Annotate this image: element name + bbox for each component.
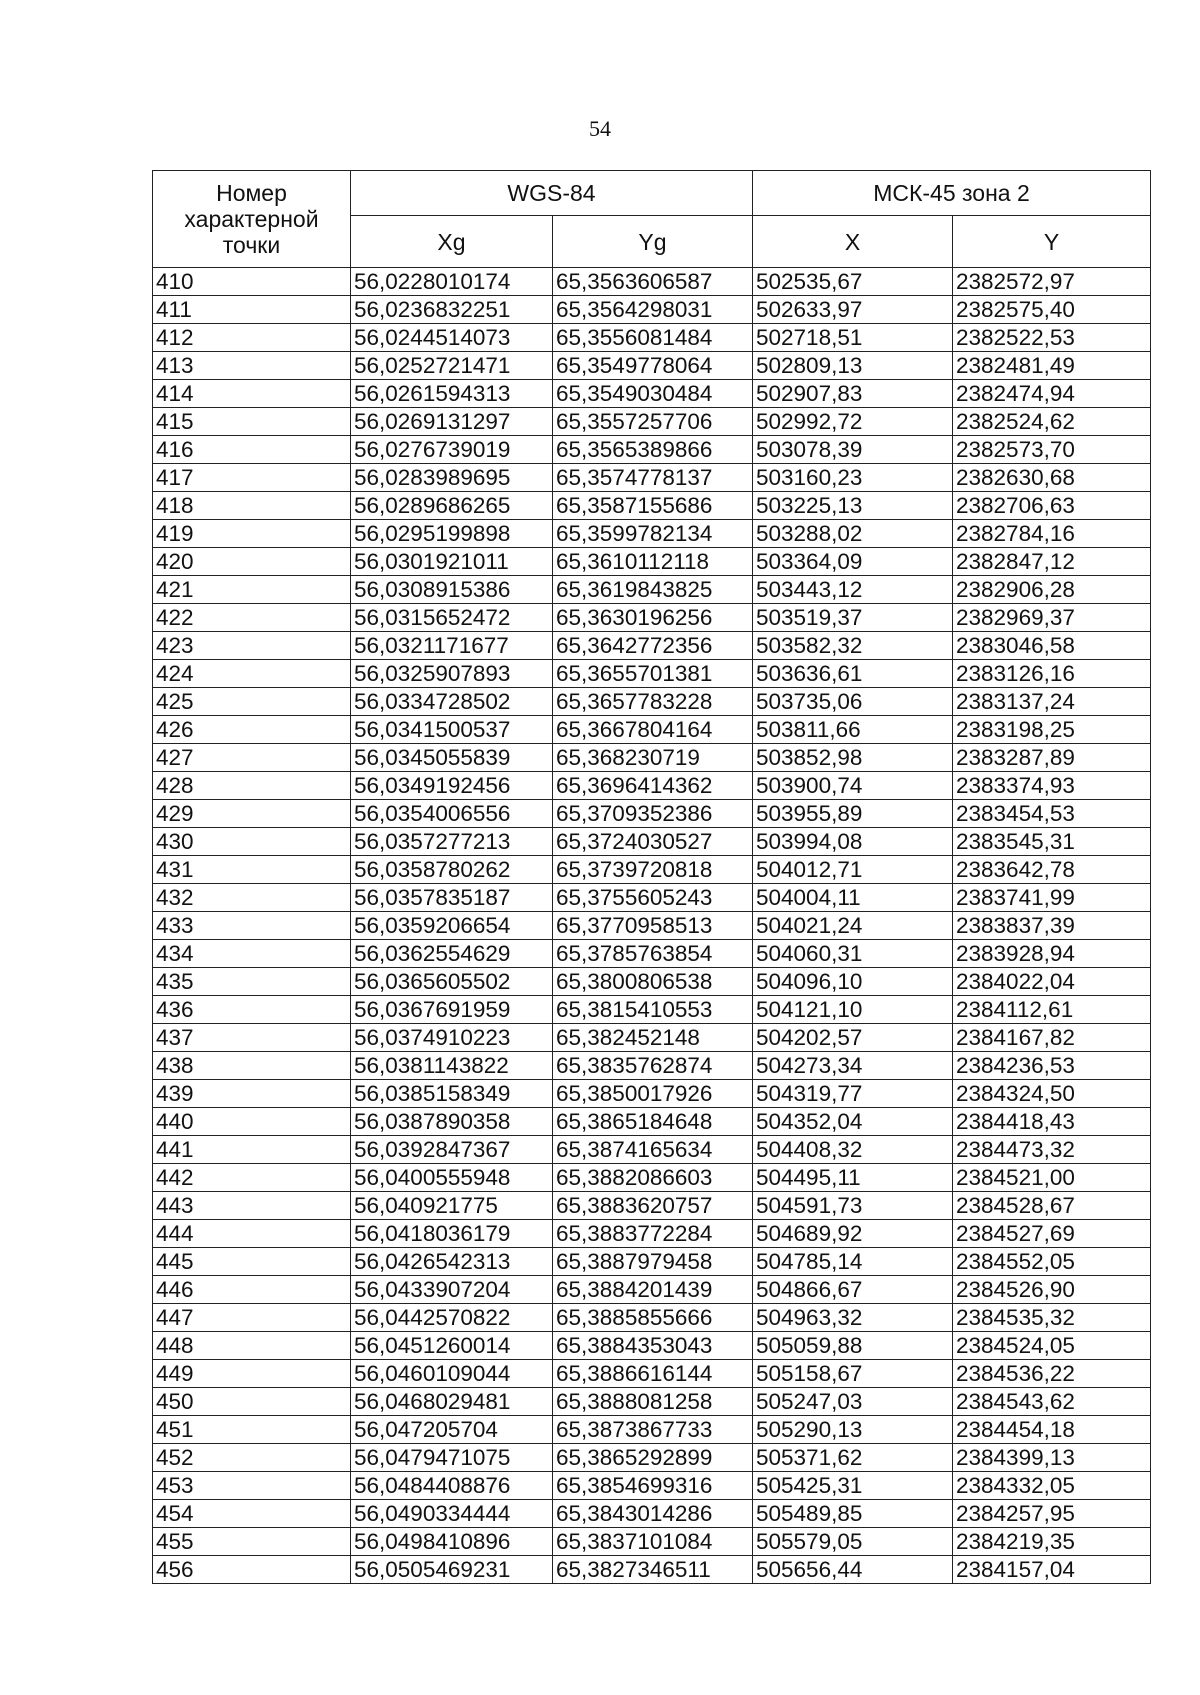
x-cell: 502907,83 bbox=[753, 380, 953, 408]
x-cell: 504202,57 bbox=[753, 1024, 953, 1052]
x-cell: 504963,32 bbox=[753, 1304, 953, 1332]
table-row bbox=[153, 688, 1151, 716]
x-cell: 504060,31 bbox=[753, 940, 953, 968]
yg-cell: 65,3873867733 bbox=[553, 1416, 753, 1444]
xg-cell: 56,0321171677 bbox=[351, 632, 553, 660]
point-number-cell: 426 bbox=[153, 716, 351, 744]
point-number-cell: 449 bbox=[153, 1360, 351, 1388]
xg-cell: 56,040921775 bbox=[351, 1192, 553, 1220]
yg-cell: 65,3755605243 bbox=[553, 884, 753, 912]
y-cell: 2383837,39 bbox=[953, 912, 1151, 940]
y-cell: 2384257,95 bbox=[953, 1500, 1151, 1528]
xg-cell: 56,0228010174 bbox=[351, 268, 553, 296]
table-row bbox=[153, 744, 1151, 772]
xg-cell: 56,0315652472 bbox=[351, 604, 553, 632]
yg-cell: 65,3887979458 bbox=[553, 1248, 753, 1276]
xg-cell: 56,0479471075 bbox=[351, 1444, 553, 1472]
x-cell: 504096,10 bbox=[753, 968, 953, 996]
x-cell: 505290,13 bbox=[753, 1416, 953, 1444]
table-row bbox=[153, 660, 1151, 688]
yg-cell: 65,3883772284 bbox=[553, 1220, 753, 1248]
xg-cell: 56,0349192456 bbox=[351, 772, 553, 800]
table-row bbox=[153, 1136, 1151, 1164]
coordinates-table bbox=[152, 170, 1151, 1584]
xg-cell: 56,047205704 bbox=[351, 1416, 553, 1444]
y-cell: 2383642,78 bbox=[953, 856, 1151, 884]
table-row bbox=[153, 324, 1151, 352]
table-row bbox=[153, 576, 1151, 604]
y-cell: 2383137,24 bbox=[953, 688, 1151, 716]
y-cell: 2383741,99 bbox=[953, 884, 1151, 912]
yg-cell: 65,3739720818 bbox=[553, 856, 753, 884]
yg-cell: 65,3800806538 bbox=[553, 968, 753, 996]
point-number-cell: 433 bbox=[153, 912, 351, 940]
point-number-cell: 422 bbox=[153, 604, 351, 632]
xg-cell: 56,0468029481 bbox=[351, 1388, 553, 1416]
table-row bbox=[153, 828, 1151, 856]
yg-cell: 65,3827346511 bbox=[553, 1556, 753, 1584]
yg-cell: 65,3837101084 bbox=[553, 1528, 753, 1556]
table-row bbox=[153, 1444, 1151, 1472]
point-number-cell: 442 bbox=[153, 1164, 351, 1192]
y-cell: 2382524,62 bbox=[953, 408, 1151, 436]
table-row bbox=[153, 1332, 1151, 1360]
xg-cell: 56,0442570822 bbox=[351, 1304, 553, 1332]
point-number-cell: 418 bbox=[153, 492, 351, 520]
xg-cell: 56,0359206654 bbox=[351, 912, 553, 940]
table-row bbox=[153, 1276, 1151, 1304]
yg-cell: 65,3888081258 bbox=[553, 1388, 753, 1416]
xg-cell: 56,0252721471 bbox=[351, 352, 553, 380]
y-cell: 2384022,04 bbox=[953, 968, 1151, 996]
x-cell: 503955,89 bbox=[753, 800, 953, 828]
y-cell: 2383046,58 bbox=[953, 632, 1151, 660]
x-cell: 504866,67 bbox=[753, 1276, 953, 1304]
yg-cell: 65,3785763854 bbox=[553, 940, 753, 968]
table-row bbox=[153, 268, 1151, 296]
x-cell: 503582,32 bbox=[753, 632, 953, 660]
x-cell: 504021,24 bbox=[753, 912, 953, 940]
xg-cell: 56,0301921011 bbox=[351, 548, 553, 576]
point-number-cell: 425 bbox=[153, 688, 351, 716]
point-number-cell: 410 bbox=[153, 268, 351, 296]
point-number-cell: 419 bbox=[153, 520, 351, 548]
y-cell: 2384167,82 bbox=[953, 1024, 1151, 1052]
yg-cell: 65,382452148 bbox=[553, 1024, 753, 1052]
x-cell: 504012,71 bbox=[753, 856, 953, 884]
y-cell: 2382706,63 bbox=[953, 492, 1151, 520]
point-number-cell: 452 bbox=[153, 1444, 351, 1472]
table-row bbox=[153, 548, 1151, 576]
x-cell: 503636,61 bbox=[753, 660, 953, 688]
point-number-cell: 414 bbox=[153, 380, 351, 408]
xg-cell: 56,0325907893 bbox=[351, 660, 553, 688]
xg-column-header: Xg bbox=[351, 216, 553, 268]
y-cell: 2384157,04 bbox=[953, 1556, 1151, 1584]
x-cell: 503735,06 bbox=[753, 688, 953, 716]
yg-cell: 65,368230719 bbox=[553, 744, 753, 772]
x-cell: 503225,13 bbox=[753, 492, 953, 520]
table-row bbox=[153, 1416, 1151, 1444]
xg-cell: 56,0295199898 bbox=[351, 520, 553, 548]
y-cell: 2384521,00 bbox=[953, 1164, 1151, 1192]
table-row bbox=[153, 1528, 1151, 1556]
table-row bbox=[153, 884, 1151, 912]
y-cell: 2382969,37 bbox=[953, 604, 1151, 632]
x-cell: 503160,23 bbox=[753, 464, 953, 492]
yg-cell: 65,3549778064 bbox=[553, 352, 753, 380]
table-row bbox=[153, 380, 1151, 408]
point-number-cell: 430 bbox=[153, 828, 351, 856]
y-cell: 2382847,12 bbox=[953, 548, 1151, 576]
table-row bbox=[153, 464, 1151, 492]
yg-cell: 65,3564298031 bbox=[553, 296, 753, 324]
y-cell: 2382630,68 bbox=[953, 464, 1151, 492]
y-cell: 2382784,16 bbox=[953, 520, 1151, 548]
point-number-cell: 450 bbox=[153, 1388, 351, 1416]
point-number-cell: 453 bbox=[153, 1472, 351, 1500]
point-number-cell: 435 bbox=[153, 968, 351, 996]
yg-cell: 65,3696414362 bbox=[553, 772, 753, 800]
xg-cell: 56,0261594313 bbox=[351, 380, 553, 408]
yg-cell: 65,3865292899 bbox=[553, 1444, 753, 1472]
y-cell: 2382522,53 bbox=[953, 324, 1151, 352]
y-cell: 2382575,40 bbox=[953, 296, 1151, 324]
table-row bbox=[153, 772, 1151, 800]
point-number-cell: 429 bbox=[153, 800, 351, 828]
yg-cell: 65,3549030484 bbox=[553, 380, 753, 408]
table-row bbox=[153, 1500, 1151, 1528]
yg-cell: 65,3724030527 bbox=[553, 828, 753, 856]
point-number-cell: 424 bbox=[153, 660, 351, 688]
xg-cell: 56,0308915386 bbox=[351, 576, 553, 604]
point-number-cell: 432 bbox=[153, 884, 351, 912]
x-cell: 503994,08 bbox=[753, 828, 953, 856]
table-row bbox=[153, 1220, 1151, 1248]
point-number-cell: 412 bbox=[153, 324, 351, 352]
yg-cell: 65,3667804164 bbox=[553, 716, 753, 744]
yg-cell: 65,3884353043 bbox=[553, 1332, 753, 1360]
x-cell: 504352,04 bbox=[753, 1108, 953, 1136]
y-cell: 2384219,35 bbox=[953, 1528, 1151, 1556]
xg-cell: 56,0362554629 bbox=[351, 940, 553, 968]
xg-cell: 56,0385158349 bbox=[351, 1080, 553, 1108]
x-cell: 505489,85 bbox=[753, 1500, 953, 1528]
point-number-cell: 445 bbox=[153, 1248, 351, 1276]
point-number-cell: 431 bbox=[153, 856, 351, 884]
x-cell: 503519,37 bbox=[753, 604, 953, 632]
x-column-header: X bbox=[753, 216, 953, 268]
xg-cell: 56,0276739019 bbox=[351, 436, 553, 464]
xg-cell: 56,0367691959 bbox=[351, 996, 553, 1024]
table-body bbox=[153, 268, 1151, 1584]
xg-cell: 56,0433907204 bbox=[351, 1276, 553, 1304]
yg-cell: 65,3630196256 bbox=[553, 604, 753, 632]
point-number-cell: 421 bbox=[153, 576, 351, 604]
point-number-cell: 438 bbox=[153, 1052, 351, 1080]
table-row bbox=[153, 296, 1151, 324]
table-row bbox=[153, 1052, 1151, 1080]
y-cell: 2384473,32 bbox=[953, 1136, 1151, 1164]
y-cell: 2383287,89 bbox=[953, 744, 1151, 772]
x-cell: 503443,12 bbox=[753, 576, 953, 604]
xg-cell: 56,0269131297 bbox=[351, 408, 553, 436]
point-number-cell: 455 bbox=[153, 1528, 351, 1556]
table-row bbox=[153, 1304, 1151, 1332]
yg-cell: 65,3770958513 bbox=[553, 912, 753, 940]
point-number-cell: 411 bbox=[153, 296, 351, 324]
xg-cell: 56,0381143822 bbox=[351, 1052, 553, 1080]
table-row bbox=[153, 352, 1151, 380]
x-cell: 503078,39 bbox=[753, 436, 953, 464]
table-row bbox=[153, 604, 1151, 632]
point-number-cell: 434 bbox=[153, 940, 351, 968]
yg-cell: 65,3843014286 bbox=[553, 1500, 753, 1528]
x-cell: 504785,14 bbox=[753, 1248, 953, 1276]
y-cell: 2383454,53 bbox=[953, 800, 1151, 828]
table-row bbox=[153, 1556, 1151, 1584]
x-cell: 504121,10 bbox=[753, 996, 953, 1024]
point-number-cell: 446 bbox=[153, 1276, 351, 1304]
y-cell: 2383545,31 bbox=[953, 828, 1151, 856]
table-row bbox=[153, 632, 1151, 660]
point-number-cell: 451 bbox=[153, 1416, 351, 1444]
x-cell: 502992,72 bbox=[753, 408, 953, 436]
xg-cell: 56,0460109044 bbox=[351, 1360, 553, 1388]
x-cell: 504408,32 bbox=[753, 1136, 953, 1164]
x-cell: 503811,66 bbox=[753, 716, 953, 744]
point-number-cell: 444 bbox=[153, 1220, 351, 1248]
x-cell: 504004,11 bbox=[753, 884, 953, 912]
table-row bbox=[153, 436, 1151, 464]
xg-cell: 56,0392847367 bbox=[351, 1136, 553, 1164]
table-row bbox=[153, 716, 1151, 744]
yg-cell: 65,3884201439 bbox=[553, 1276, 753, 1304]
x-cell: 502535,67 bbox=[753, 268, 953, 296]
y-cell: 2384535,32 bbox=[953, 1304, 1151, 1332]
xg-cell: 56,0334728502 bbox=[351, 688, 553, 716]
x-cell: 504495,11 bbox=[753, 1164, 953, 1192]
table-row bbox=[153, 1164, 1151, 1192]
yg-cell: 65,3865184648 bbox=[553, 1108, 753, 1136]
xg-cell: 56,0357835187 bbox=[351, 884, 553, 912]
table-row bbox=[153, 1472, 1151, 1500]
x-cell: 502809,13 bbox=[753, 352, 953, 380]
x-cell: 502718,51 bbox=[753, 324, 953, 352]
point-number-cell: 436 bbox=[153, 996, 351, 1024]
xg-cell: 56,0498410896 bbox=[351, 1528, 553, 1556]
point-number-cell: 447 bbox=[153, 1304, 351, 1332]
table-row bbox=[153, 912, 1151, 940]
xg-cell: 56,0289686265 bbox=[351, 492, 553, 520]
table-row bbox=[153, 996, 1151, 1024]
y-cell: 2382481,49 bbox=[953, 352, 1151, 380]
point-number-cell: 417 bbox=[153, 464, 351, 492]
yg-cell: 65,3574778137 bbox=[553, 464, 753, 492]
x-cell: 504689,92 bbox=[753, 1220, 953, 1248]
y-cell: 2383374,93 bbox=[953, 772, 1151, 800]
yg-cell: 65,3619843825 bbox=[553, 576, 753, 604]
point-number-cell: 454 bbox=[153, 1500, 351, 1528]
x-cell: 502633,97 bbox=[753, 296, 953, 324]
wgs84-group-header: WGS-84 bbox=[351, 171, 753, 216]
yg-cell: 65,3563606587 bbox=[553, 268, 753, 296]
x-cell: 505656,44 bbox=[753, 1556, 953, 1584]
yg-cell: 65,3883620757 bbox=[553, 1192, 753, 1220]
y-cell: 2384526,90 bbox=[953, 1276, 1151, 1304]
table-row bbox=[153, 1360, 1151, 1388]
table-header bbox=[153, 171, 1151, 268]
point-number-cell: 416 bbox=[153, 436, 351, 464]
y-cell: 2382573,70 bbox=[953, 436, 1151, 464]
yg-cell: 65,3835762874 bbox=[553, 1052, 753, 1080]
yg-column-header: Yg bbox=[553, 216, 753, 268]
x-cell: 503852,98 bbox=[753, 744, 953, 772]
x-cell: 505059,88 bbox=[753, 1332, 953, 1360]
point-number-cell: 437 bbox=[153, 1024, 351, 1052]
point-number-cell: 439 bbox=[153, 1080, 351, 1108]
xg-cell: 56,0283989695 bbox=[351, 464, 553, 492]
table-row bbox=[153, 968, 1151, 996]
y-cell: 2384236,53 bbox=[953, 1052, 1151, 1080]
y-cell: 2382906,28 bbox=[953, 576, 1151, 604]
x-cell: 504319,77 bbox=[753, 1080, 953, 1108]
yg-cell: 65,3886616144 bbox=[553, 1360, 753, 1388]
point-number-cell: 428 bbox=[153, 772, 351, 800]
xg-cell: 56,0490334444 bbox=[351, 1500, 553, 1528]
yg-cell: 65,3874165634 bbox=[553, 1136, 753, 1164]
x-cell: 505579,05 bbox=[753, 1528, 953, 1556]
table-row bbox=[153, 856, 1151, 884]
yg-cell: 65,3655701381 bbox=[553, 660, 753, 688]
xg-cell: 56,0484408876 bbox=[351, 1472, 553, 1500]
y-cell: 2384524,05 bbox=[953, 1332, 1151, 1360]
xg-cell: 56,0244514073 bbox=[351, 324, 553, 352]
point-number-cell: 440 bbox=[153, 1108, 351, 1136]
point-number-cell: 415 bbox=[153, 408, 351, 436]
y-cell: 2384528,67 bbox=[953, 1192, 1151, 1220]
y-cell: 2383198,25 bbox=[953, 716, 1151, 744]
y-cell: 2384399,13 bbox=[953, 1444, 1151, 1472]
xg-cell: 56,0426542313 bbox=[351, 1248, 553, 1276]
yg-cell: 65,3709352386 bbox=[553, 800, 753, 828]
x-cell: 503288,02 bbox=[753, 520, 953, 548]
yg-cell: 65,3587155686 bbox=[553, 492, 753, 520]
yg-cell: 65,3854699316 bbox=[553, 1472, 753, 1500]
y-column-header: Y bbox=[953, 216, 1151, 268]
y-cell: 2384332,05 bbox=[953, 1472, 1151, 1500]
y-cell: 2384543,62 bbox=[953, 1388, 1151, 1416]
table-row bbox=[153, 800, 1151, 828]
xg-cell: 56,0451260014 bbox=[351, 1332, 553, 1360]
table-row bbox=[153, 1108, 1151, 1136]
table-row bbox=[153, 940, 1151, 968]
xg-cell: 56,0400555948 bbox=[351, 1164, 553, 1192]
yg-cell: 65,3882086603 bbox=[553, 1164, 753, 1192]
yg-cell: 65,3599782134 bbox=[553, 520, 753, 548]
point-number-cell: 456 bbox=[153, 1556, 351, 1584]
xg-cell: 56,0374910223 bbox=[351, 1024, 553, 1052]
yg-cell: 65,3850017926 bbox=[553, 1080, 753, 1108]
table-row bbox=[153, 1192, 1151, 1220]
point-number-header: Номер характерной точки bbox=[153, 171, 351, 268]
xg-cell: 56,0236832251 bbox=[351, 296, 553, 324]
yg-cell: 65,3815410553 bbox=[553, 996, 753, 1024]
xg-cell: 56,0358780262 bbox=[351, 856, 553, 884]
y-cell: 2384552,05 bbox=[953, 1248, 1151, 1276]
yg-cell: 65,3556081484 bbox=[553, 324, 753, 352]
y-cell: 2384324,50 bbox=[953, 1080, 1151, 1108]
y-cell: 2382474,94 bbox=[953, 380, 1151, 408]
xg-cell: 56,0365605502 bbox=[351, 968, 553, 996]
xg-cell: 56,0345055839 bbox=[351, 744, 553, 772]
point-number-cell: 413 bbox=[153, 352, 351, 380]
y-cell: 2384454,18 bbox=[953, 1416, 1151, 1444]
point-number-cell: 420 bbox=[153, 548, 351, 576]
x-cell: 505371,62 bbox=[753, 1444, 953, 1472]
table-row bbox=[153, 1248, 1151, 1276]
msk45-group-header: МСК-45 зона 2 bbox=[753, 171, 1151, 216]
point-number-cell: 441 bbox=[153, 1136, 351, 1164]
xg-cell: 56,0387890358 bbox=[351, 1108, 553, 1136]
xg-cell: 56,0418036179 bbox=[351, 1220, 553, 1248]
xg-cell: 56,0357277213 bbox=[351, 828, 553, 856]
point-number-cell: 448 bbox=[153, 1332, 351, 1360]
x-cell: 505425,31 bbox=[753, 1472, 953, 1500]
table-row bbox=[153, 492, 1151, 520]
yg-cell: 65,3565389866 bbox=[553, 436, 753, 464]
x-cell: 504273,34 bbox=[753, 1052, 953, 1080]
y-cell: 2384527,69 bbox=[953, 1220, 1151, 1248]
table-row bbox=[153, 1080, 1151, 1108]
xg-cell: 56,0341500537 bbox=[351, 716, 553, 744]
point-number-cell: 423 bbox=[153, 632, 351, 660]
point-number-cell: 427 bbox=[153, 744, 351, 772]
point-number-cell: 443 bbox=[153, 1192, 351, 1220]
yg-cell: 65,3610112118 bbox=[553, 548, 753, 576]
y-cell: 2383126,16 bbox=[953, 660, 1151, 688]
yg-cell: 65,3557257706 bbox=[553, 408, 753, 436]
y-cell: 2382572,97 bbox=[953, 268, 1151, 296]
yg-cell: 65,3642772356 bbox=[553, 632, 753, 660]
y-cell: 2384112,61 bbox=[953, 996, 1151, 1024]
yg-cell: 65,3657783228 bbox=[553, 688, 753, 716]
x-cell: 503900,74 bbox=[753, 772, 953, 800]
x-cell: 504591,73 bbox=[753, 1192, 953, 1220]
table-row bbox=[153, 1024, 1151, 1052]
table-row bbox=[153, 408, 1151, 436]
y-cell: 2384418,43 bbox=[953, 1108, 1151, 1136]
y-cell: 2384536,22 bbox=[953, 1360, 1151, 1388]
x-cell: 505158,67 bbox=[753, 1360, 953, 1388]
table-row bbox=[153, 1388, 1151, 1416]
table-row bbox=[153, 520, 1151, 548]
xg-cell: 56,0505469231 bbox=[351, 1556, 553, 1584]
x-cell: 503364,09 bbox=[753, 548, 953, 576]
xg-cell: 56,0354006556 bbox=[351, 800, 553, 828]
x-cell: 505247,03 bbox=[753, 1388, 953, 1416]
y-cell: 2383928,94 bbox=[953, 940, 1151, 968]
page-number: 54 bbox=[589, 116, 611, 141]
yg-cell: 65,3885855666 bbox=[553, 1304, 753, 1332]
